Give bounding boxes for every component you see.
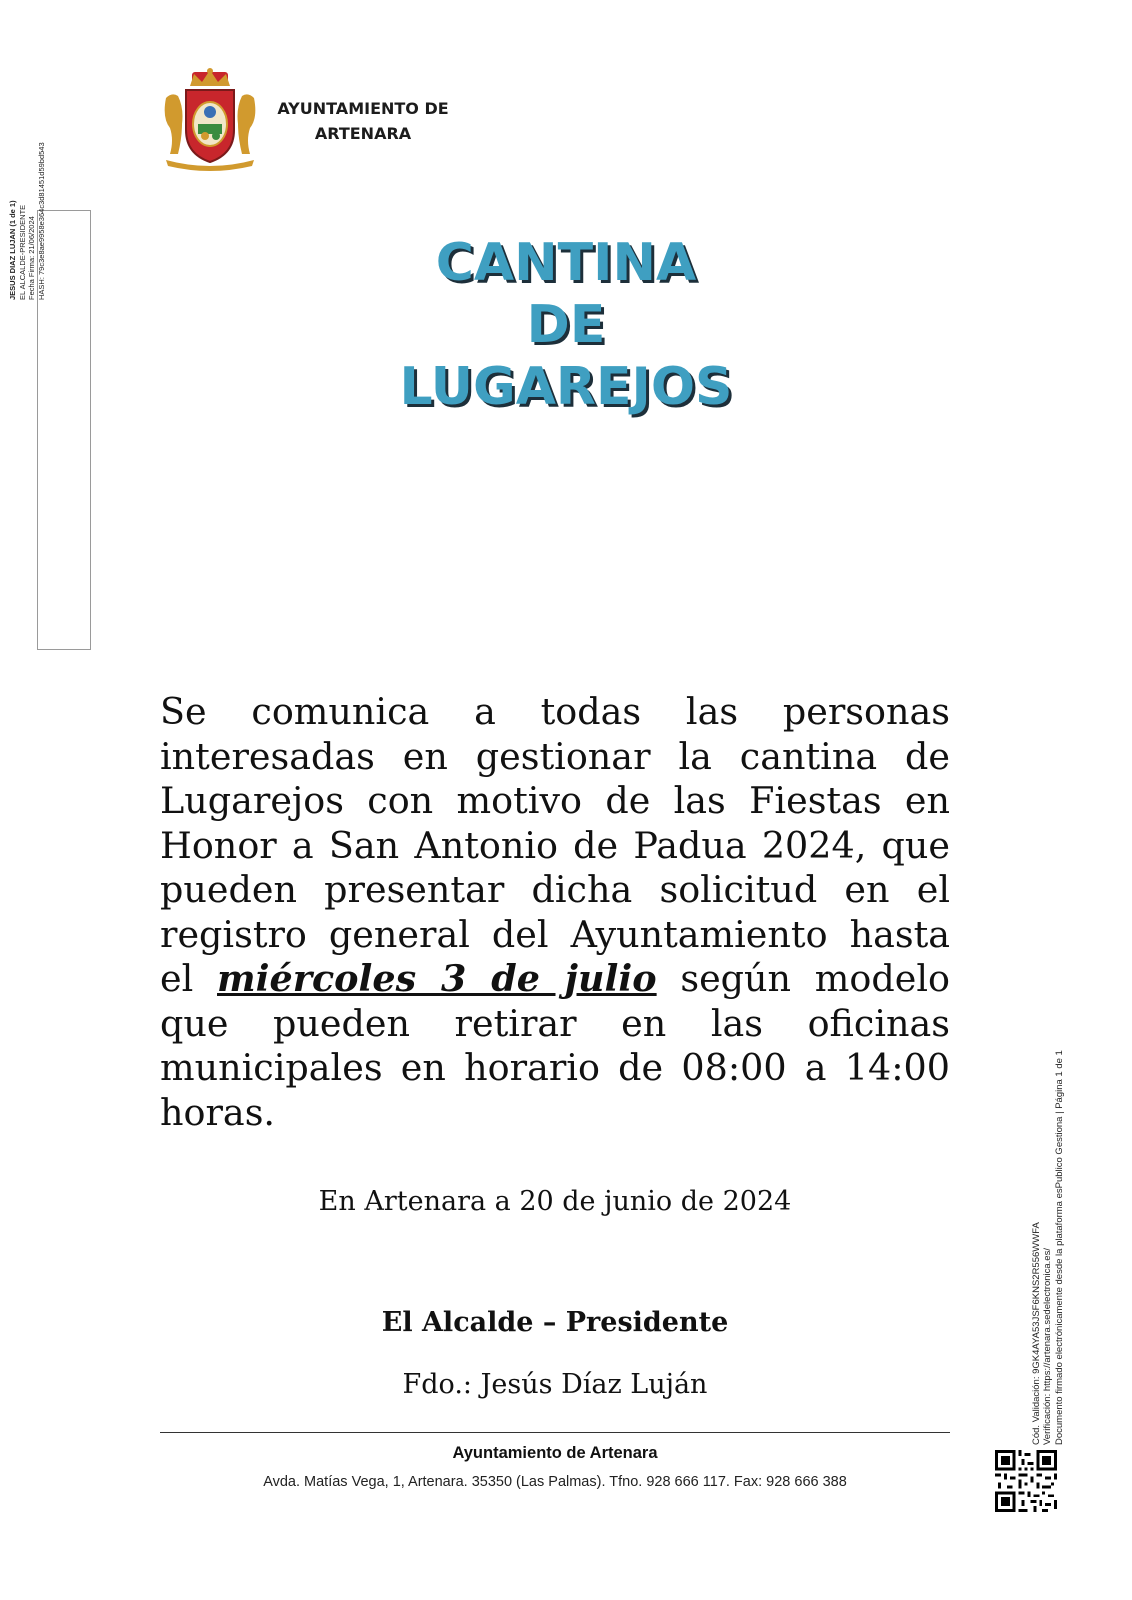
verification-url: Verificación: https://artenara.sedelectronica.es/ — [1042, 1248, 1054, 1445]
signature-date: Fecha Firma: 21/06/2024 — [27, 216, 36, 300]
signatory-name: Fdo.: Jesús Díaz Luján — [402, 1369, 708, 1400]
signatory-title: El Alcalde – Presidente — [381, 1307, 729, 1338]
footer-divider — [160, 1432, 950, 1433]
place-date: En Artenara a 20 de junio de 2024 — [318, 1186, 792, 1217]
verification-info — [1028, 975, 1068, 1445]
footer-organization: Ayuntamiento de Artenara — [452, 1444, 658, 1462]
organization-name-line1: AYUNTAMIENTO DE — [277, 99, 449, 118]
body-text-start: Se comunica a todas las personas interesadas en gestionar la cantina de Lugarejos con motivo de las Fiestas en Honor a San Antonio de Padua 2024, que pueden presentar dicha solicitud en el registro general del Ayuntamiento hasta el — [160, 690, 950, 1000]
title-line-1: CANTINA — [435, 233, 697, 293]
coat-of-arms-icon — [160, 68, 260, 172]
announcement-body — [160, 690, 950, 1135]
validation-code: Cód. Validación: 9GK4AYA53JSF6KNS2R556WWFA — [1030, 1222, 1042, 1445]
body-text-end: según modelo que pueden retirar en las oficinas municipales en horario de 08:00 a 14:00 horas. — [160, 957, 950, 1134]
title-line-2: DE — [526, 295, 606, 355]
organization-name-line2: ARTENARA — [314, 124, 412, 143]
deadline-highlight: miércoles 3 de julio — [217, 957, 657, 1000]
signature-signer: JESUS DIAZ LUJAN (1 de 1) — [8, 200, 17, 300]
header-logo — [160, 68, 449, 178]
signature-role: EL ALCALDE-PRESIDENTE — [17, 204, 27, 300]
organization-name — [263, 96, 463, 146]
signature-hash: HASH: 79c3e8ae9958e364c3d81451d59bd543 — [36, 142, 46, 300]
electronic-signature-note: Documento firmado electrónicamente desde la plataforma esPublico Gestiona | Página 1 de 1 — [1053, 1050, 1065, 1445]
footer-address: Avda. Matías Vega, 1, Artenara. 35350 (Las Palmas). Tfno. 928 666 117. Fax: 928 666 388 — [263, 1474, 847, 1490]
qr-code-icon — [995, 1450, 1057, 1512]
document-title — [0, 232, 1132, 418]
title-line-3: LUGAREJOS — [399, 357, 733, 417]
